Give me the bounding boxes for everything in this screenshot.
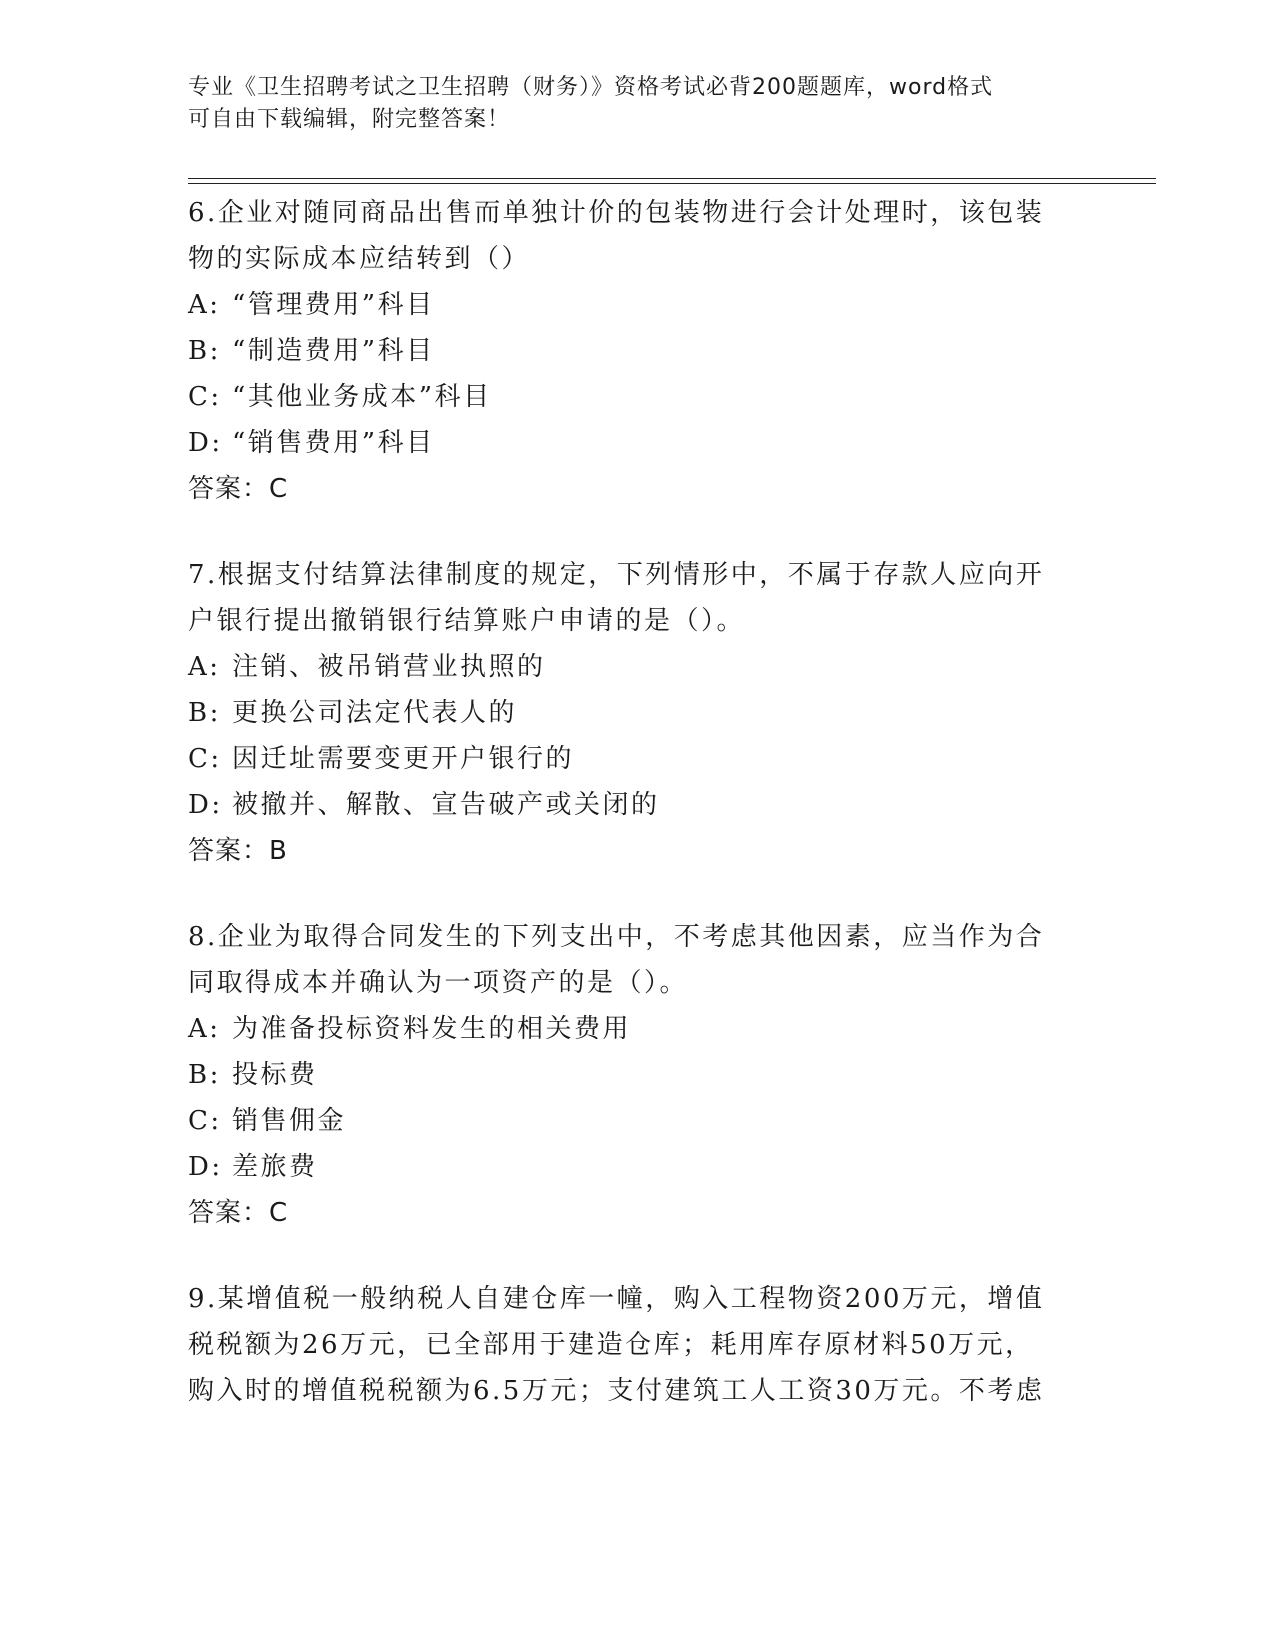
option-letter: C: <box>188 744 222 774</box>
option-letter: C: <box>188 382 222 412</box>
question-text: 9.某增值税一般纳税人自建仓库一幢，购入工程物资200万元，增值 <box>188 1284 1045 1314</box>
header-divider-bottom <box>188 183 1156 184</box>
option-letter: B: <box>188 1060 221 1090</box>
option-c <box>188 736 1068 782</box>
question-list <box>188 190 1068 1454</box>
option-a <box>188 282 1068 328</box>
question-text: 税税额为26万元，已全部用于建造仓库；耗用库存原材料50万元， <box>188 1330 1034 1360</box>
option-a <box>188 644 1068 690</box>
option-b <box>188 1052 1068 1098</box>
question-7 <box>188 552 1068 874</box>
question-text: 户银行提出撤销银行结算账户申请的是（）。 <box>188 606 746 636</box>
question-text: 7.根据支付结算法律制度的规定，下列情形中，不属于存款人应向开 <box>188 560 1045 590</box>
option-d <box>188 420 1068 466</box>
question-9 <box>188 1276 1068 1414</box>
option-letter: A: <box>188 652 221 682</box>
option-c <box>188 1098 1068 1144</box>
option-letter: D: <box>188 428 223 458</box>
option-letter: A: <box>188 1014 221 1044</box>
option-text: “管理费用”科目 <box>232 290 435 320</box>
option-c <box>188 374 1068 420</box>
option-text: 更换公司法定代表人的 <box>232 698 518 728</box>
option-d <box>188 1144 1068 1190</box>
option-letter: A: <box>188 290 221 320</box>
question-text: 6.企业对随同商品出售而单独计价的包装物进行会计处理时，该包装 <box>188 198 1045 228</box>
option-text: 为准备投标资料发生的相关费用 <box>232 1014 632 1044</box>
option-text: 差旅费 <box>232 1152 318 1182</box>
question-6 <box>188 190 1068 512</box>
option-b <box>188 690 1068 736</box>
answer-line: 答案：C <box>188 1198 289 1228</box>
question-text: 物的实际成本应结转到（） <box>188 244 531 274</box>
option-text: 注销、被吊销营业执照的 <box>232 652 546 682</box>
option-letter: D: <box>188 1152 223 1182</box>
question-text: 购入时的增值税税额为6.5万元；支付建筑工人工资30万元。不考虑 <box>188 1376 1045 1406</box>
option-text: “制造费用”科目 <box>232 336 435 366</box>
option-letter: B: <box>188 336 221 366</box>
option-d <box>188 782 1068 828</box>
option-text: 投标费 <box>232 1060 318 1090</box>
header-line-2: 可自由下载编辑，附完整答案！ <box>188 107 511 132</box>
option-text: “其他业务成本”科目 <box>232 382 492 412</box>
option-text: 销售佣金 <box>232 1106 347 1136</box>
option-text: “销售费用”科目 <box>232 428 435 458</box>
option-letter: C: <box>188 1106 222 1136</box>
option-letter: D: <box>188 790 223 820</box>
answer-line: 答案：C <box>188 474 289 504</box>
option-letter: B: <box>188 698 221 728</box>
document-header <box>188 72 1068 136</box>
answer-line: 答案：B <box>188 836 288 866</box>
option-a <box>188 1006 1068 1052</box>
question-text: 8.企业为取得合同发生的下列支出中，不考虑其他因素，应当作为合 <box>188 922 1045 952</box>
option-b <box>188 328 1068 374</box>
question-8 <box>188 914 1068 1236</box>
header-line-1: 专业《卫生招聘考试之卫生招聘（财务）》资格考试必背200题题库，word格式 <box>188 75 994 100</box>
option-text: 因迁址需要变更开户银行的 <box>232 744 575 774</box>
header-divider-top <box>188 178 1156 179</box>
option-text: 被撤并、解散、宣告破产或关闭的 <box>232 790 660 820</box>
question-text: 同取得成本并确认为一项资产的是（）。 <box>188 968 689 998</box>
